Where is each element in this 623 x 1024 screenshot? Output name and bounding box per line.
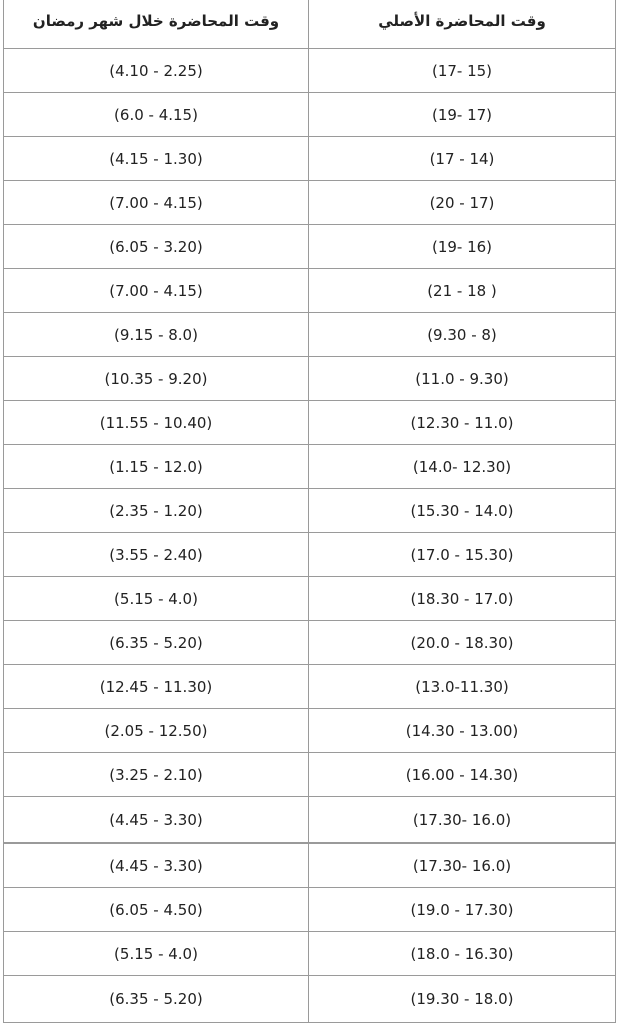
ramadan-time: (11.55 - 10.40) [99,413,213,432]
table-row [4,976,616,1023]
table-row [4,621,616,665]
ramadan-time: (6.05 - 3.20) [109,237,203,256]
ramadan-time-cell [4,888,309,932]
ramadan-time: (1.15 - 12.0) [109,457,203,476]
table-row [4,489,616,533]
original-time: (14.30 - 13.00) [405,721,519,740]
original-time: (20.0 - 18.30) [410,633,514,652]
original-time: (15.30 - 14.0) [410,501,514,520]
table-row [4,665,616,709]
original-time: (17.30- 16.0) [412,810,512,829]
ramadan-time-cell [4,269,309,313]
ramadan-time: (6.0 - 4.15) [114,105,198,124]
original-time-cell [309,181,616,225]
ramadan-time-cell [4,577,309,621]
original-time: (17- 15) [431,61,493,80]
ramadan-time: (6.35 - 5.20) [109,633,203,652]
ramadan-time-cell [4,181,309,225]
original-time: (13.0-11.30) [415,677,509,696]
original-time: (19.0 - 17.30) [410,900,514,919]
ramadan-time: (2.35 - 1.20) [109,501,203,520]
original-time: (12.30 - 11.0) [410,413,514,432]
original-time-cell [309,313,616,357]
ramadan-time: (3.55 - 2.40) [109,545,203,564]
ramadan-time: (9.15 - 8.0) [114,325,198,344]
table-row [4,577,616,621]
table-row [4,49,616,93]
original-time-cell [309,225,616,269]
original-time: (18.30 - 17.0) [410,589,514,608]
ramadan-time-cell [4,932,309,976]
table-row [4,888,616,932]
table-row [4,181,616,225]
schedule-table [3,0,616,843]
original-time-cell [309,49,616,93]
original-time: (18.0 - 16.30) [410,944,514,963]
original-time: (9.30 - 8) [427,325,497,344]
ramadan-time-cell [4,844,309,888]
header-original-time: وقت المحاضرة الأصلي [309,0,616,49]
original-time-cell [309,489,616,533]
ramadan-time-cell [4,313,309,357]
ramadan-time: (7.00 - 4.15) [109,193,203,212]
table-row [4,932,616,976]
ramadan-time-cell [4,93,309,137]
table-row [4,753,616,797]
ramadan-time-cell [4,49,309,93]
original-time: (16.00 - 14.30) [405,765,519,784]
original-time-cell [309,709,616,753]
header-ramadan-time: وقت المحاضرة خلال شهر رمضان [4,0,309,49]
ramadan-time-cell [4,357,309,401]
original-time: (20 - 17) [429,193,495,212]
table-row [4,533,616,577]
ramadan-time-cell [4,489,309,533]
table-row [4,313,616,357]
original-time-cell [309,445,616,489]
table-row [4,797,616,843]
ramadan-time-cell [4,753,309,797]
original-time-cell [309,269,616,313]
table-row [4,357,616,401]
ramadan-time-cell [4,621,309,665]
ramadan-time-cell [4,225,309,269]
ramadan-time: (7.00 - 4.15) [109,281,203,300]
ramadan-time-cell [4,709,309,753]
ramadan-time: (2.05 - 12.50) [104,721,208,740]
ramadan-time: (4.10 - 2.25) [109,61,203,80]
original-time: (19- 17) [431,105,493,124]
ramadan-time: (6.05 - 4.50) [109,900,203,919]
original-time-cell [309,93,616,137]
original-time: (17.30- 16.0) [412,856,512,875]
original-time: (17.0 - 15.30) [410,545,514,564]
original-time: (14.0- 12.30) [412,457,512,476]
ramadan-time: (12.45 - 11.30) [99,677,213,696]
header-row [4,0,616,49]
ramadan-time: (4.15 - 1.30) [109,149,203,168]
ramadan-time-cell [4,445,309,489]
ramadan-time-cell [4,665,309,709]
original-time-cell [309,533,616,577]
original-time: (19.30 - 18.0) [410,990,514,1008]
table-row [4,225,616,269]
original-time: (19- 16) [431,237,493,256]
original-time-cell [309,932,616,976]
ramadan-time: (3.25 - 2.10) [109,765,203,784]
ramadan-time-cell [4,137,309,181]
ramadan-time-cell [4,401,309,445]
table-row [4,844,616,888]
original-time: (21 - 18 ) [427,281,497,300]
table-row [4,445,616,489]
original-time-cell [309,401,616,445]
original-time-cell [309,753,616,797]
original-time-cell [309,137,616,181]
original-time-cell [309,976,616,1023]
original-time-cell [309,844,616,888]
ramadan-time-cell [4,533,309,577]
ramadan-time: (6.35 - 5.20) [109,990,203,1008]
ramadan-time-cell [4,797,309,843]
table-row [4,137,616,181]
original-time-cell [309,665,616,709]
table-row [4,269,616,313]
schedule-table-continued [3,843,616,1023]
original-time-cell [309,621,616,665]
table-row [4,401,616,445]
original-time-cell [309,888,616,932]
table-row [4,93,616,137]
ramadan-time-cell [4,976,309,1023]
original-time-cell [309,357,616,401]
ramadan-time: (4.45 - 3.30) [109,856,203,875]
ramadan-time: (5.15 - 4.0) [114,589,198,608]
original-time-cell [309,797,616,843]
ramadan-time: (5.15 - 4.0) [114,944,198,963]
original-time: (17 - 14) [429,149,495,168]
ramadan-time: (10.35 - 9.20) [104,369,208,388]
table-row [4,709,616,753]
ramadan-time: (4.45 - 3.30) [109,810,203,829]
original-time-cell [309,577,616,621]
original-time: (11.0 - 9.30) [415,369,509,388]
